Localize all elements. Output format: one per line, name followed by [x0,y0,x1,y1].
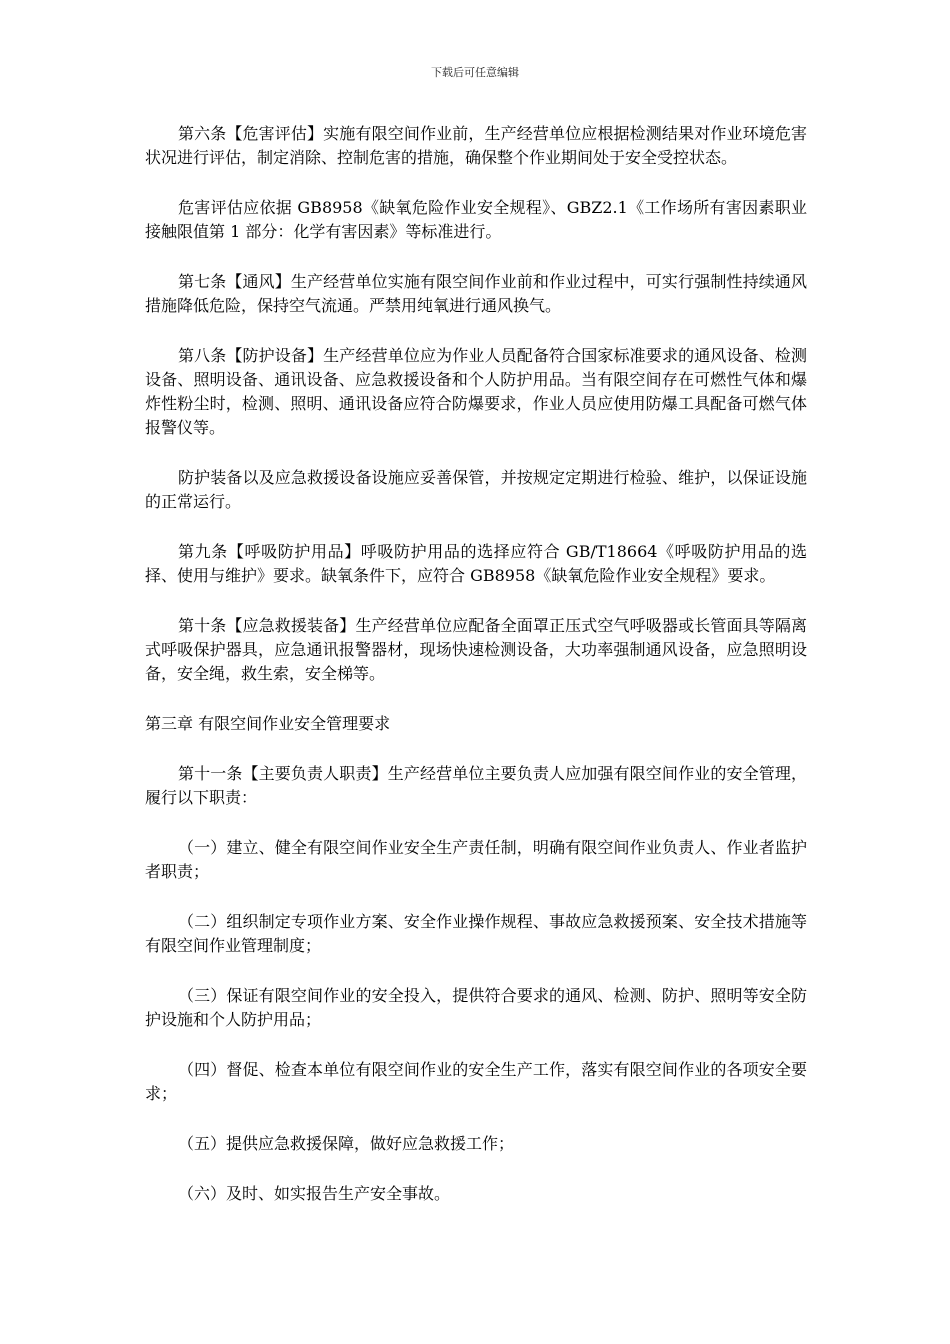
duty-item-6: （六）及时、如实报告生产安全事故。 [178,1184,451,1203]
duty-item-4: （四）督促、检查本单位有限空间作业的安全生产工作，落实有限空间作业的各项安全要求； [145,1060,807,1103]
duty-item-5: （五）提供应急救援保障，做好应急救援工作； [178,1134,515,1153]
article-9-paragraph: 第九条【呼吸防护用品】呼吸防护用品的选择应符合 GB/T18664《呼吸防护用品的选择、使用与维护》要求。缺氧条件下，应符合 GB8958《缺氧危险作业安全规程》要求。 [145,542,807,585]
equipment-maintenance-paragraph: 防护装备以及应急救援设备设施应妥善保管，并按规定定期进行检验、维护，以保证设施的正常运行。 [145,468,807,511]
page-header: 下载后可任意编辑 [431,66,519,79]
duty-item-1: （一）建立、健全有限空间作业安全生产责任制，明确有限空间作业负责人、作业者监护者职责； [145,838,807,881]
article-6-paragraph: 第六条【危害评估】实施有限空间作业前，生产经营单位应根据检测结果对作业环境危害状况进行评估，制定消除、控制危害的措施，确保整个作业期间处于安全受控状态。 [145,124,807,167]
hazard-assessment-standards-paragraph: 危害评估应依据 GB8958《缺氧危险作业安全规程》、GBZ2.1《工作场所有害因素职业接触限值第 1 部分：化学有害因素》等标准进行。 [145,198,807,241]
article-10-paragraph: 第十条【应急救援装备】生产经营单位应配备全面罩正压式空气呼吸器或长管面具等隔离式呼吸保护器具，应急通讯报警器材，现场快速检测设备，大功率强制通风设备，应急照明设备，安全绳，救生索，安全梯等。 [145,616,807,683]
chapter-heading: 第三章 有限空间作业安全管理要求 [145,714,391,733]
duty-item-3: （三）保证有限空间作业的安全投入，提供符合要求的通风、检测、防护、照明等安全防护设施和个人防护用品； [145,986,807,1029]
document-body [145,122,807,1232]
article-11-paragraph: 第十一条【主要负责人职责】生产经营单位主要负责人应加强有限空间作业的安全管理，履行以下职责： [145,764,807,807]
article-7-paragraph: 第七条【通风】生产经营单位实施有限空间作业前和作业过程中，可实行强制性持续通风措施降低危险，保持空气流通。严禁用纯氧进行通风换气。 [145,272,807,315]
duty-item-2: （二）组织制定专项作业方案、安全作业操作规程、事故应急救援预案、安全技术措施等有限空间作业管理制度； [145,912,807,955]
article-8-paragraph: 第八条【防护设备】生产经营单位应为作业人员配备符合国家标准要求的通风设备、检测设备、照明设备、通讯设备、应急救援设备和个人防护用品。当有限空间存在可燃性气体和爆炸性粉尘时，检测、照明、通讯设备应符合防爆要求，作业人员应使用防爆工具配备可燃气体报警仪等。 [145,346,807,437]
